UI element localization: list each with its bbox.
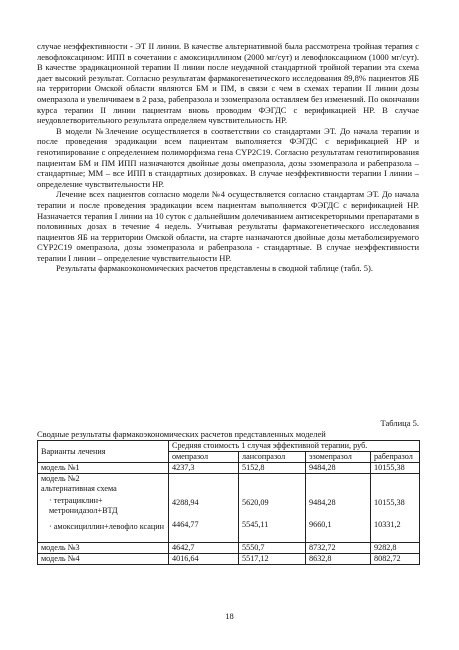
header-variants: Варианты лечения (38, 441, 169, 463)
row-label: модель №4 (38, 554, 169, 565)
model2-sub2: · амоксициллин+левофло ксацин (49, 522, 165, 531)
table-cell: 8732,72 (306, 543, 371, 554)
table-row (38, 543, 420, 554)
sub2-value: 9660,1 (309, 520, 332, 529)
table-cell: 4642,7 (169, 543, 239, 554)
table-cell: 8082,72 (371, 554, 420, 565)
table-cell: 5517,12 (239, 554, 306, 565)
col-omeprazole: омепразол (169, 452, 239, 463)
table-row (38, 463, 420, 474)
model2-sub1: · тетрациклин+ метронидазол+ВТД (49, 496, 118, 515)
table-header-row (38, 441, 420, 452)
table-cell: 4237,3 (169, 463, 239, 474)
col-esomeprazole: эзомепразол (306, 452, 371, 463)
results-table (37, 440, 420, 565)
header-cost: Средняя стоимость 1 случая эффективной терапии, руб. (169, 441, 420, 452)
sub1-value: 4288,94 (172, 498, 199, 507)
table-cell: 5152,8 (239, 463, 306, 474)
table-cell (239, 474, 306, 543)
table-number: Таблица 5. (380, 418, 419, 428)
table-cell: 5550,7 (239, 543, 306, 554)
table-cell: 4016,64 (169, 554, 239, 565)
table-row (38, 474, 420, 543)
model2-label: модель №2 (41, 474, 80, 483)
table-cell: 9484,28 (306, 463, 371, 474)
table-cell (306, 474, 371, 543)
paragraph-1: случае неэффективности - ЭТ II линии. В качестве альтернативной была рассмотрена тройная терапия с левофлоксацином: ИПП в сочетании с амоксициллином (2000 мг/сут) и левофлоксацином (1000 мг/сут). В качестве эрадикационной терапии II линии после неудачной стандартной тройной терапии эта схема дает высокий результат. Согласно результатам фармакогенетического исследования 89,8% пациентов ЯБ на территории Омской области являются БМ и ПМ, в связи с чем в схемах терапии II линии дозы омепразола и увеличиваем в 2 раза, рабепразола и эзомепразола оставляем без изменений. По окончании курса терапии II линии пациентам вновь проводим ФЭГДС с верификацией НР. В случае неудовлетворительного результата определяем чувствительность НР. (37, 41, 419, 126)
row-label: модель №1 (38, 463, 169, 474)
table-cell (169, 474, 239, 543)
sub2-value: 10331,2 (374, 520, 401, 529)
paragraph-4: Результаты фармакоэкономических расчетов представлены в сводной таблице (табл. 5). (56, 263, 374, 274)
sub1-value: 9484,28 (309, 498, 336, 507)
sub2-value: 5545,11 (242, 520, 269, 529)
table-cell: 10155,38 (371, 463, 420, 474)
table-caption: Сводные результаты фармакоэкономических расчетов представленных моделей (37, 429, 326, 439)
paragraph-2: В модели №3лечение осуществляется в соответствии со стандартами ЭТ. До начала терапии и после проведения эрадикации всем пациентам выполняется ФЭГДС с верификацией НР и генотипирование с определением полиморфизма гена CYP2C19. Согласно результатам генотипирования пациентам БМ и ПМ ИПП назначаются двойные дозы омепразола, дозы эзомепразола и рабепразола – стандартные; ММ – все ИПП в стандартных дозировках. В случае неэффективности терапии I линии – определение чувствительности НР. (37, 125, 419, 189)
table-cell: 8632,8 (306, 554, 371, 565)
page-number: 18 (225, 611, 234, 621)
sub1-value: 5620,09 (242, 498, 269, 507)
paragraph-3: Лечение всех пациентов согласно модели №4 осуществляется согласно стандартам ЭТ. До начала терапии и после проведения эрадикации всем пациентам выполняется ФЭГДС с верификацией НР. Назначается терапия I линии на 10 суток с дальнейшим долечиванием антисекреторными препаратами в половинных дозах в течение 4 недель. Учитывая результаты фармакогенетического исследования пациентов ЯБ на территории Омской области, на старте назначаются двойные дозы метаболизируемого CYP2C19 омепразола, дозы эзомепразола и рабепразола - стандартные. В случае неэффективности терапии I линии – определение чувствительности НР. (37, 189, 419, 263)
sub1-value: 10155,38 (374, 498, 405, 507)
table-cell (371, 474, 420, 543)
row-label (38, 474, 169, 543)
table-row (38, 554, 420, 565)
col-rabeprazole: рабепразол (371, 452, 420, 463)
col-lansoprazole: лансопразол (239, 452, 306, 463)
body-text (37, 41, 419, 274)
table-cell: 9282,8 (371, 543, 420, 554)
row-label: модель №3 (38, 543, 169, 554)
sub2-value: 4464,77 (172, 520, 199, 529)
model2-scheme: альтернативная схема (41, 484, 117, 493)
